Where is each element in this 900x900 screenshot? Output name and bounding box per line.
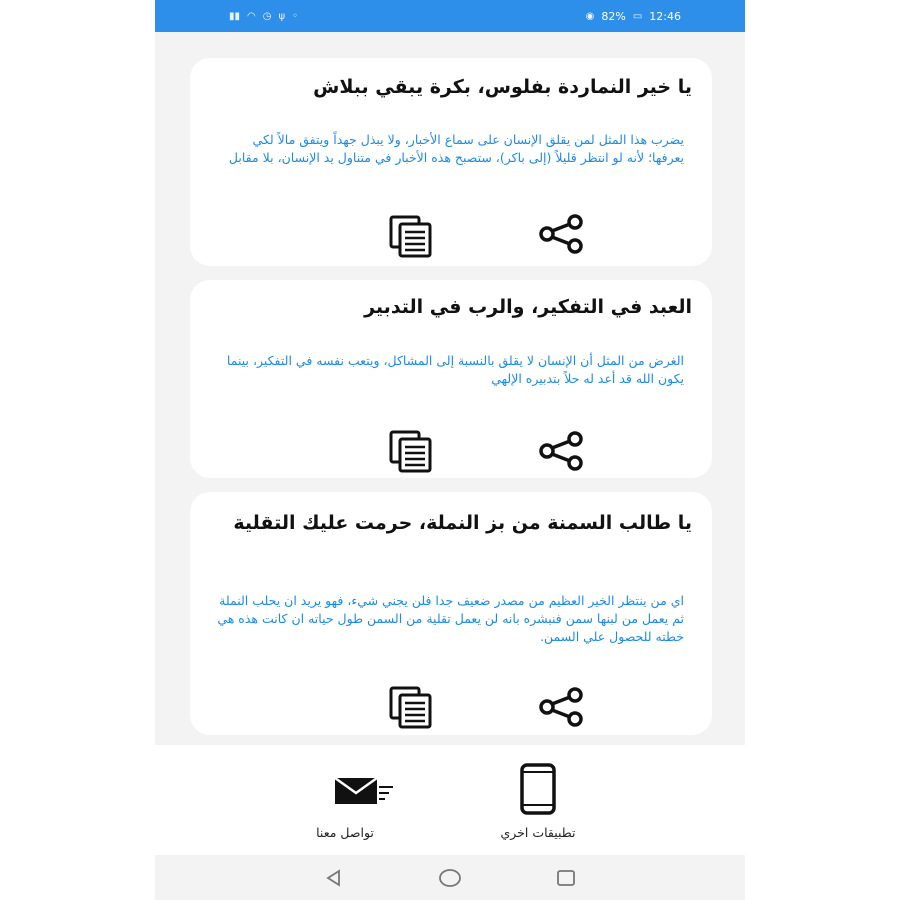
back-button[interactable] (319, 863, 349, 893)
contact-us-button[interactable] (285, 753, 405, 853)
bottom-bar (155, 745, 745, 855)
copy-button[interactable] (385, 425, 437, 477)
share-icon (537, 214, 585, 254)
location-icon: ◦ (292, 10, 298, 22)
wifi-icon: ◠ (247, 10, 256, 22)
proverb-card (190, 280, 712, 478)
proverb-explanation: يضرب هذا المثل لمن يقلق الإنسان على سماع الأخبار، ولا يبذل جهداً ويتفق مالاً لكي يعرفها؛ لأنه لو انتظر قليلاً (إلى باكر)، ستصبح هذه الأخبار في متناول يد الإنسان، بلا مقابل (228, 132, 684, 165)
copy-button[interactable] (385, 681, 437, 733)
share-icon (537, 431, 585, 471)
system-nav-bar (155, 855, 745, 900)
status-left-icons (229, 11, 298, 22)
proverb-title: يا خير النماردة بفلوس، بكرة يبقي ببلاش (313, 76, 692, 98)
share-button[interactable] (535, 425, 587, 477)
proverb-title: العبد في التفكير، والرب في التدبير (364, 296, 692, 318)
status-bar (155, 0, 745, 32)
proverb-card (190, 58, 712, 266)
status-right-icons (586, 10, 681, 23)
alarm-icon: ◷ (262, 10, 272, 22)
contact-us-label: تواصل معنا (316, 825, 374, 840)
recents-button[interactable] (551, 863, 581, 893)
app-screen (155, 0, 745, 900)
back-icon (324, 868, 344, 888)
proverb-title: يا طالب السمنة من بز النملة، حرمت عليك التقلية (233, 512, 692, 534)
home-icon (438, 868, 462, 888)
usb-icon: ψ (278, 10, 286, 22)
copy-button[interactable] (385, 210, 437, 262)
copy-icon (388, 685, 434, 729)
home-button[interactable] (435, 863, 465, 893)
battery-icon: ▭ (632, 10, 643, 22)
battery-percent: 82% (601, 9, 626, 23)
clock: 12:46 (649, 9, 681, 23)
share-button[interactable] (535, 681, 587, 733)
proverb-card (190, 492, 712, 735)
share-icon (537, 687, 585, 727)
sim-icon: ▮▮ (229, 10, 241, 22)
copy-icon (388, 429, 434, 473)
other-apps-label: تطبيقات اخري (500, 825, 576, 840)
other-apps-button[interactable] (478, 753, 598, 853)
phone-icon (518, 763, 558, 815)
copy-icon (388, 214, 434, 258)
recents-icon (555, 868, 577, 888)
mail-icon (327, 775, 397, 815)
share-button[interactable] (535, 208, 587, 260)
proverb-explanation: اي من ينتظر الخير العظيم من مصدر ضعيف جدا فلن يجني شيء، فهو يريد ان يحلب النملة ثم يعمل من لبنها سمن فنبشره بانه لن يعمل تقلية من السمن طول حياته ان كانت هذه هي خطته للحصول علي السمن. (217, 593, 684, 644)
proverb-explanation: الغرض من المثل أن الإنسان لا يقلق بالنسبة إلى المشاكل، ويتعب نفسه في التفكير، بينما يكون الله قد أعد له حلاً بتدبيره الإلهي (226, 353, 684, 386)
vibrate-icon: ◉ (585, 10, 595, 22)
